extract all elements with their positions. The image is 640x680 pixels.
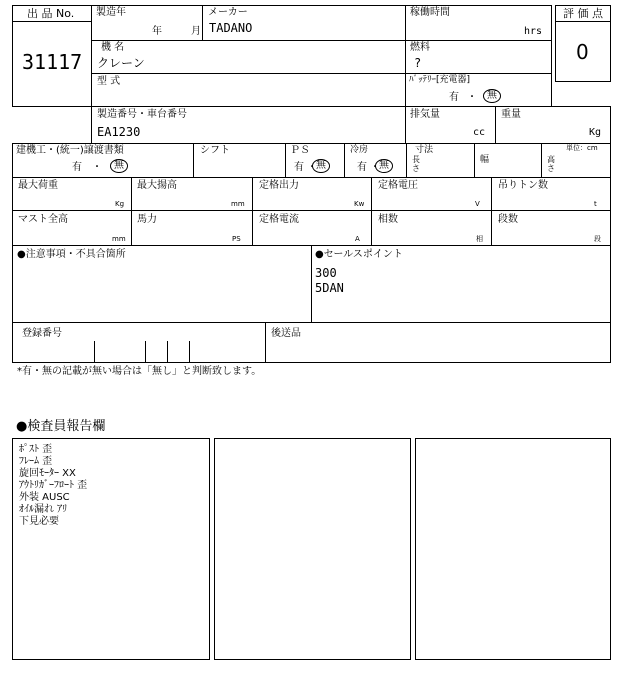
rating-value: 0 [576, 40, 589, 64]
horsepower-unit: PS [232, 235, 241, 243]
dimensions-width: 幅 [480, 155, 490, 165]
cooling-yes: 有 [357, 162, 367, 173]
maker-label: メーカー [208, 7, 248, 18]
dimensions-divider-1 [474, 143, 475, 178]
transfer-doc-yes: 有 [72, 162, 82, 173]
mast-height-label: マスト全高 [18, 214, 68, 225]
transfer-doc-dot: ・ [92, 162, 102, 173]
model-name-label: 機 名 [101, 42, 125, 53]
inspector-box-2 [214, 438, 411, 660]
registration-divider-4 [189, 341, 190, 363]
rated-output-label: 定格出力 [259, 180, 299, 191]
battery-label: ﾊﾞｯﾃﾘｰ[充電器] [409, 75, 471, 85]
rated-voltage-label: 定格電圧 [378, 180, 418, 191]
ps-label: ＰＳ [290, 145, 310, 156]
lot-number: 31117 [22, 50, 83, 74]
inspector-report-title: ●検査員報告欄 [16, 419, 106, 434]
phases-unit: 相 [476, 235, 483, 243]
ps-dot: ・ [307, 162, 317, 173]
shift-label: シフト [200, 145, 230, 156]
mast-height-unit: mm [112, 235, 126, 243]
lot-label: 出 品 No. [27, 7, 75, 20]
rated-current-unit: A [355, 235, 360, 243]
inspector-line-4: ｱｳﾄﾘｶﾞｰﾌﾛｰﾄ 歪 [19, 480, 88, 491]
displacement-unit: cc [473, 127, 486, 138]
rating-label: 評 価 点 [563, 7, 603, 20]
serial-label: 製造番号・車台番号 [97, 109, 187, 120]
rated-output-unit: Kw [354, 200, 365, 208]
year-suffix: 年 [152, 26, 162, 37]
stages-label: 段数 [498, 214, 518, 225]
max-lift-unit: mm [231, 200, 245, 208]
dimensions-label: 寸法 [415, 145, 434, 155]
rated-current-label: 定格電流 [259, 214, 299, 225]
inspector-line-6: ｵｲﾙ漏れ ｱﾘ [19, 504, 68, 515]
inspector-line-2: ﾌﾚｰﾑ 歪 [19, 456, 53, 467]
model-type-cell [91, 73, 406, 107]
cooling-no-circled: 無 [375, 159, 393, 173]
battery-no-circled: 無 [483, 89, 501, 103]
cooling-dot: ・ [370, 162, 380, 173]
sales-point-line-2: 5DAN [315, 281, 344, 295]
manufacture-year-label: 製造年 [96, 7, 126, 18]
dimensions-divider-2 [541, 143, 542, 178]
lift-tons-unit: t [594, 200, 597, 208]
model-name-value: クレーン [97, 56, 145, 70]
ps-no-circled: 無 [312, 159, 330, 173]
max-load-label: 最大荷重 [18, 180, 58, 191]
footnote: *有・無の記載が無い場合は「無し」と判断致します。 [17, 366, 262, 377]
ps-yes: 有 [294, 162, 304, 173]
hours-label: 稼働時間 [410, 7, 450, 18]
hours-unit: hrs [524, 26, 543, 37]
sales-point-line-1: 300 [315, 266, 337, 280]
dimensions-unit: 単位：cm [566, 144, 598, 152]
transfer-doc-label: 建機工・(統一)譲渡書類 [16, 145, 124, 156]
registration-divider-1 [94, 341, 95, 363]
battery-yes: 有 [449, 92, 459, 103]
stages-unit: 段 [594, 235, 601, 243]
fuel-label: 燃料 [410, 42, 430, 53]
fuel-value: ? [414, 56, 422, 70]
notes-label: ●注意事項・不具合箇所 [17, 249, 126, 260]
registration-divider-3 [167, 341, 168, 363]
registration-label: 登録番号 [22, 328, 62, 339]
inspector-line-7: 下見必要 [19, 516, 59, 527]
horsepower-label: 馬力 [137, 214, 157, 225]
battery-dot: ・ [467, 92, 477, 103]
rated-voltage-unit: V [475, 200, 480, 208]
shipping-label: 後送品 [271, 328, 301, 339]
cooling-label: 冷房 [350, 145, 369, 155]
serial-value: EA1230 [97, 125, 141, 139]
lift-tons-label: 吊りトン数 [498, 180, 548, 191]
transfer-doc-no-circled: 無 [110, 159, 128, 173]
maker-value: TADANO [209, 21, 253, 35]
sales-points-label: ●セールスポイント [315, 249, 403, 260]
month-suffix: 月 [191, 26, 201, 37]
inspector-box-3 [415, 438, 611, 660]
max-load-unit: Kg [115, 200, 125, 208]
max-lift-label: 最大揚高 [137, 180, 177, 191]
weight-unit: Kg [589, 127, 602, 138]
inspector-line-1: ﾎﾟｽﾄ 歪 [19, 444, 53, 455]
inspector-line-5: 外装 AUSC [19, 492, 70, 503]
dimensions-length: 長 さ [412, 155, 420, 173]
shipping-cell [265, 322, 611, 363]
registration-divider-2 [145, 341, 146, 363]
inspector-line-3: 旋回ﾓｰﾀｰ XX [19, 468, 76, 479]
phases-label: 相数 [378, 214, 398, 225]
dimensions-height: 高 さ [547, 155, 555, 173]
displacement-label: 排気量 [410, 109, 440, 120]
model-type-label: 型 式 [97, 76, 121, 87]
weight-label: 重量 [501, 109, 521, 120]
